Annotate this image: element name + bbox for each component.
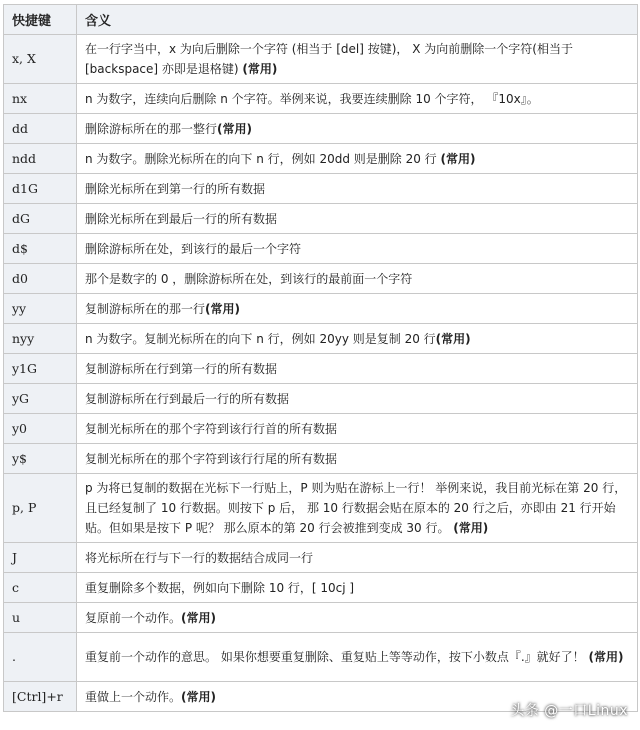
table-row	[4, 84, 638, 114]
shortcut-key: .	[4, 633, 77, 682]
description-text: 将光标所在行与下一行的数据结合成同一行	[85, 550, 314, 565]
shortcut-description	[77, 84, 638, 114]
shortcut-description	[77, 633, 638, 682]
description-text: 删除光标所在到第一行的所有数据	[85, 181, 266, 196]
common-badge: (常用)	[181, 689, 216, 704]
shortcut-key: d1G	[4, 174, 77, 204]
table-row	[4, 414, 638, 444]
description-text: 删除游标所在处，到该行的最后一个字符	[85, 241, 302, 256]
table-row	[4, 603, 638, 633]
description-text: n 为数字，连续向后删除 n 个字符。举例来说，我要连续删除 10 个字符， 『10x』。	[85, 91, 539, 106]
shortcut-table	[3, 4, 638, 712]
shortcut-key: d0	[4, 264, 77, 294]
shortcut-key: J	[4, 543, 77, 573]
common-badge: (常用)	[435, 331, 471, 346]
shortcut-description	[77, 444, 638, 474]
description-text: p 为将已复制的数据在光标下一行贴上，P 则为贴在游标上一行！ 举例来说，我目前光标在第 20 行，且已经复制了 10 行数据。则按下 p 后， 那 10 行数据会贴在原本的 20 行之后，亦即由 21 行开始贴。但如果是按下 P 呢？ 那么原本的第 20 行会被推到变成 30 行。	[85, 481, 627, 535]
shortcut-key: [Ctrl]+r	[4, 682, 77, 712]
description-text: 删除游标所在的那一整行	[85, 121, 218, 136]
description-text: 重做上一个动作。	[85, 689, 182, 704]
shortcut-description	[77, 354, 638, 384]
description-text: 重复前一个动作的意思。 如果你想要重复删除、重复贴上等等动作，按下小数点『.』就好了！	[85, 650, 589, 664]
shortcut-description	[77, 264, 638, 294]
table-row	[4, 384, 638, 414]
description-text: 复制游标所在行到最后一行的所有数据	[85, 391, 290, 406]
header-meaning: 含义	[77, 5, 638, 35]
shortcut-description	[77, 474, 638, 543]
shortcut-key: dd	[4, 114, 77, 144]
shortcut-key: d$	[4, 234, 77, 264]
table-row	[4, 324, 638, 354]
shortcut-description	[77, 324, 638, 354]
shortcut-description	[77, 204, 638, 234]
shortcut-key: u	[4, 603, 77, 633]
common-badge: (常用)	[453, 521, 489, 535]
shortcut-key: nyy	[4, 324, 77, 354]
common-badge: (常用)	[217, 121, 252, 136]
table-row	[4, 114, 638, 144]
shortcut-key: yG	[4, 384, 77, 414]
table-row	[4, 234, 638, 264]
table-row	[4, 573, 638, 603]
table-row	[4, 444, 638, 474]
shortcut-description	[77, 573, 638, 603]
shortcut-key: y1G	[4, 354, 77, 384]
shortcut-description	[77, 414, 638, 444]
shortcut-description	[77, 603, 638, 633]
shortcut-key: p, P	[4, 474, 77, 543]
common-badge: (常用)	[181, 610, 216, 625]
description-text: 复制光标所在的那个字符到该行行首的所有数据	[85, 421, 338, 436]
shortcut-key: y$	[4, 444, 77, 474]
table-row	[4, 354, 638, 384]
common-badge: (常用)	[242, 62, 278, 76]
description-text: 删除光标所在到最后一行的所有数据	[85, 211, 278, 226]
common-badge: (常用)	[440, 151, 476, 166]
shortcut-key: yy	[4, 294, 77, 324]
table-row	[4, 204, 638, 234]
table-row	[4, 294, 638, 324]
shortcut-key: nx	[4, 84, 77, 114]
shortcut-description	[77, 35, 638, 84]
shortcut-description	[77, 144, 638, 174]
shortcut-description	[77, 543, 638, 573]
description-text: 复制光标所在的那个字符到该行行尾的所有数据	[85, 451, 338, 466]
table-row	[4, 543, 638, 573]
common-badge: (常用)	[205, 301, 240, 316]
watermark: 头条 @一口Linux	[510, 703, 628, 719]
shortcut-description	[77, 234, 638, 264]
shortcut-description	[77, 384, 638, 414]
shortcut-description	[77, 114, 638, 144]
shortcut-description	[77, 174, 638, 204]
description-text: n 为数字。删除光标所在的向下 n 行，例如 20dd 则是删除 20 行	[85, 151, 441, 166]
table-row	[4, 174, 638, 204]
table-row	[4, 633, 638, 682]
table-row	[4, 474, 638, 543]
table-row	[4, 35, 638, 84]
description-text: n 为数字。复制光标所在的向下 n 行，例如 20yy 则是复制 20 行	[85, 331, 436, 346]
description-text: 在一行字当中，x 为向后删除一个字符 (相当于 [del] 按键)， X 为向前删除一个字符(相当于 [backspace] 亦即是退格键)	[85, 42, 573, 76]
description-text: 复制游标所在行到第一行的所有数据	[85, 361, 278, 376]
table-row	[4, 144, 638, 174]
shortcut-key: dG	[4, 204, 77, 234]
shortcut-description	[77, 294, 638, 324]
header-key: 快捷键	[4, 5, 77, 35]
shortcut-key: ndd	[4, 144, 77, 174]
shortcut-key: c	[4, 573, 77, 603]
description-text: 复原前一个动作。	[85, 610, 182, 625]
description-text: 重复删除多个数据，例如向下删除 10 行，[ 10cj ]	[85, 580, 355, 595]
shortcut-key: x, X	[4, 35, 77, 84]
description-text: 那个是数字的 0 ，删除游标所在处，到该行的最前面一个字符	[85, 271, 413, 286]
table-header-row	[4, 5, 638, 35]
description-text: 复制游标所在的那一行	[85, 301, 206, 316]
table-row	[4, 264, 638, 294]
shortcut-key: y0	[4, 414, 77, 444]
common-badge: (常用)	[588, 650, 624, 664]
